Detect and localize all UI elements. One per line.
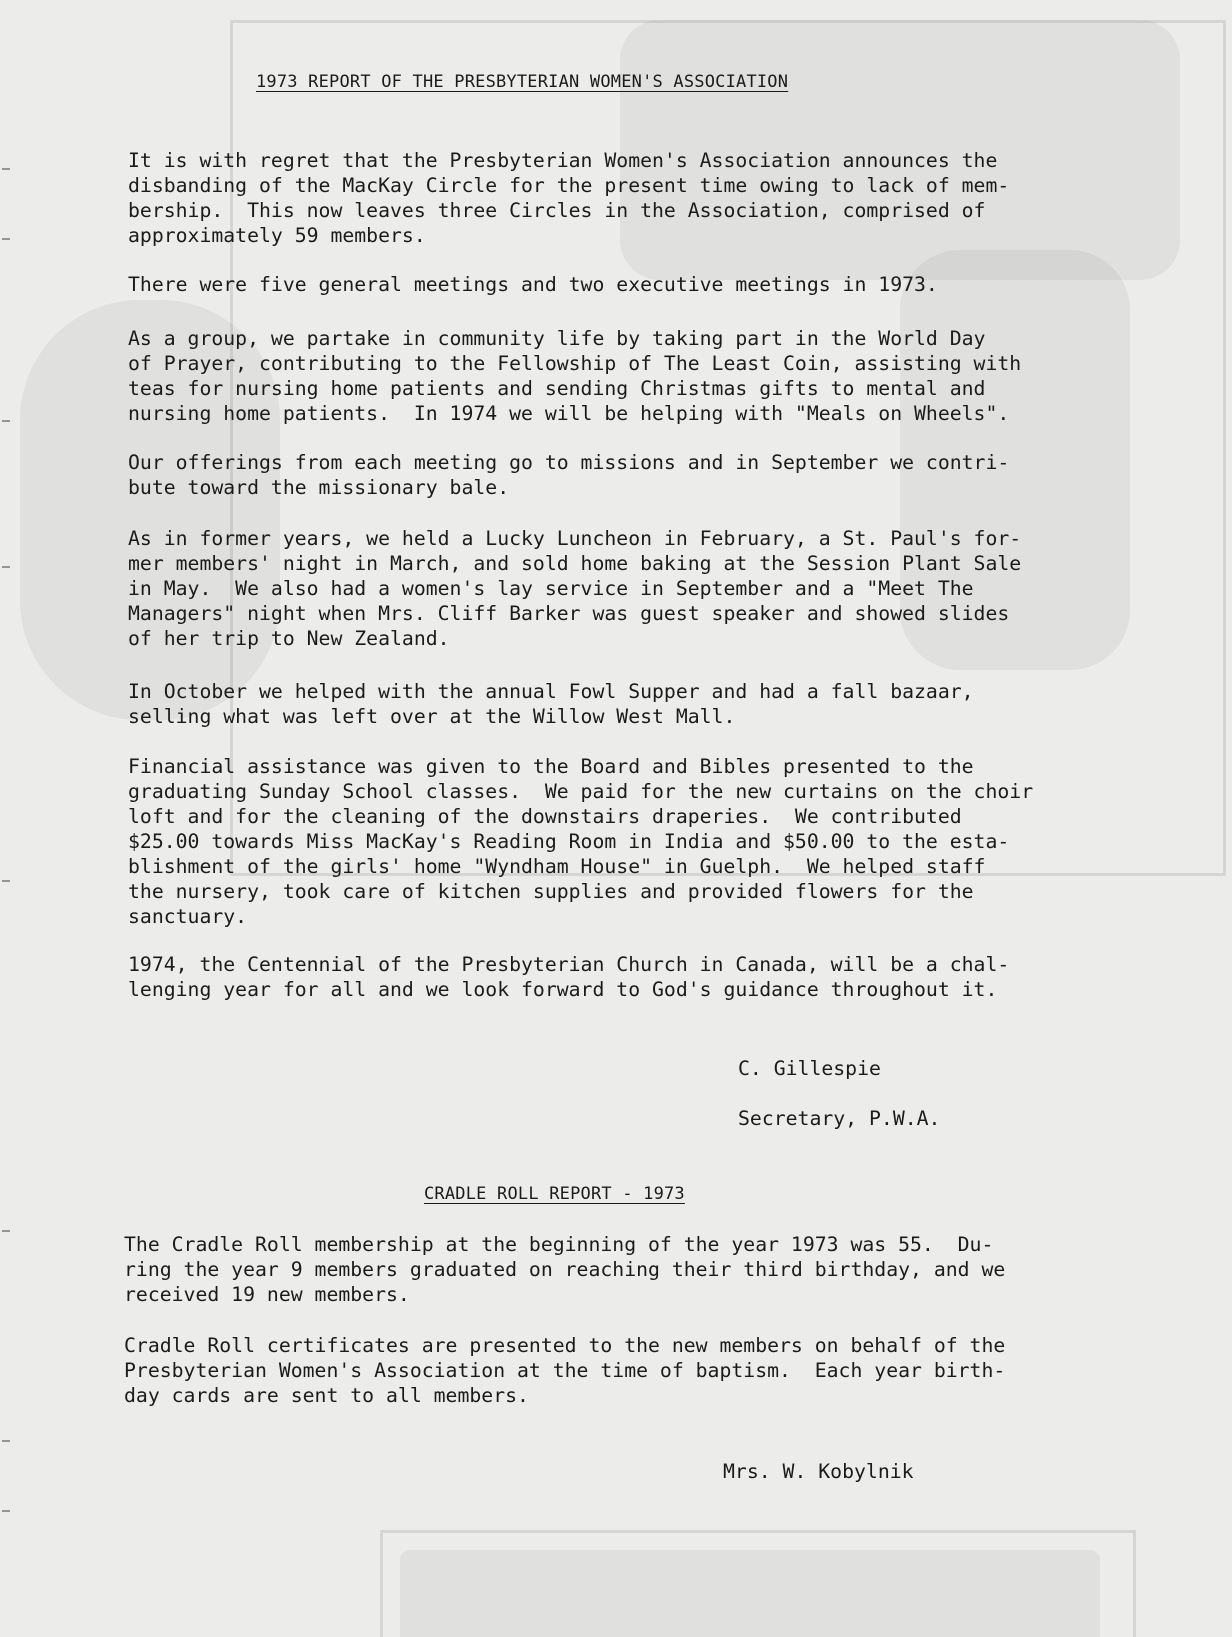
report-paragraph-8: 1974, the Centennial of the Presbyterian Church in Canada, will be a chal- lenging year for all and we look forward to God's guidance throughout it. [128, 953, 1010, 1001]
margin-tick [2, 1230, 10, 1232]
report-paragraph-4: Our offerings from each meeting go to missions and in September we contri- bute toward the missionary bale. [128, 451, 1010, 499]
report-paragraph-6: In October we helped with the annual Fowl Supper and had a fall bazaar, selling what was left over at the Willow West Mall. [128, 680, 974, 728]
show-through-column-1 [1000, 980, 1200, 1480]
margin-tick [2, 566, 10, 568]
margin-tick [2, 238, 10, 240]
report-signature-name: C. Gillespie [738, 1057, 881, 1080]
report-signature-title: Secretary, P.W.A. [738, 1107, 941, 1130]
show-through-vertical-lettering [1205, 1040, 1215, 1050]
margin-tick [2, 420, 10, 422]
cradle-roll-title: CRADLE ROLL REPORT - 1973 [424, 1184, 685, 1204]
margin-tick [2, 1440, 10, 1442]
margin-tick [2, 880, 10, 882]
cradle-roll-paragraph-1: The Cradle Roll membership at the beginning of the year 1973 was 55. Du- ring the year 9 members graduated on reaching their third birthday, and we received 19 new members. [124, 1233, 1006, 1306]
report-paragraph-5: As in former years, we held a Lucky Luncheon in February, a St. Paul's for- mer members' night in March, and sold home baking at the Session Plant Sale in May. We also had a women's lay service in September and a "Meet The Managers" night when Mrs. Cliff Barker was guest speaker and showed slides of her trip to New Zealand. [128, 527, 1022, 650]
report-paragraph-7: Financial assistance was given to the Board and Bibles presented to the graduating Sunday School classes. We paid for the new curtains on the choir loft and for the cleaning of the downstairs draperies. We contributed $25.00 towards Miss MacKay's Reading Room in India and $50.00 to the esta- blishment of the girls' home "Wyndham House" in Guelph. We helped staff the nursery, took care of kitchen supplies and provided flowers for the sanctuary. [128, 755, 1034, 928]
show-through-bottom-fill [400, 1550, 1100, 1637]
margin-tick [2, 168, 10, 170]
cradle-roll-signature: Mrs. W. Kobylnik [723, 1460, 914, 1483]
report-title: 1973 REPORT OF THE PRESBYTERIAN WOMEN'S ASSOCIATION [256, 72, 789, 92]
report-paragraph-1: It is with regret that the Presbyterian Women's Association announces the disbanding of the MacKay Circle for the present time owing to lack of mem- bership. This now leaves three Circles in the Association, comprised of approximately 59 members. [128, 149, 1010, 247]
cradle-roll-paragraph-2: Cradle Roll certificates are presented to the new members on behalf of the Presbyterian Women's Association at the time of baptism. Each year birth- day cards are sent to all members. [124, 1334, 1006, 1407]
report-paragraph-3: As a group, we partake in community life by taking part in the World Day of Prayer, contributing to the Fellowship of The Least Coin, assisting with teas for nursing home patients and sending Christmas gifts to mental and nursing home patients. In 1974 we will be helping with "Meals on Wheels". [128, 327, 1022, 425]
margin-tick [2, 1510, 10, 1512]
report-paragraph-2: There were five general meetings and two executive meetings in 1973. [128, 273, 938, 296]
